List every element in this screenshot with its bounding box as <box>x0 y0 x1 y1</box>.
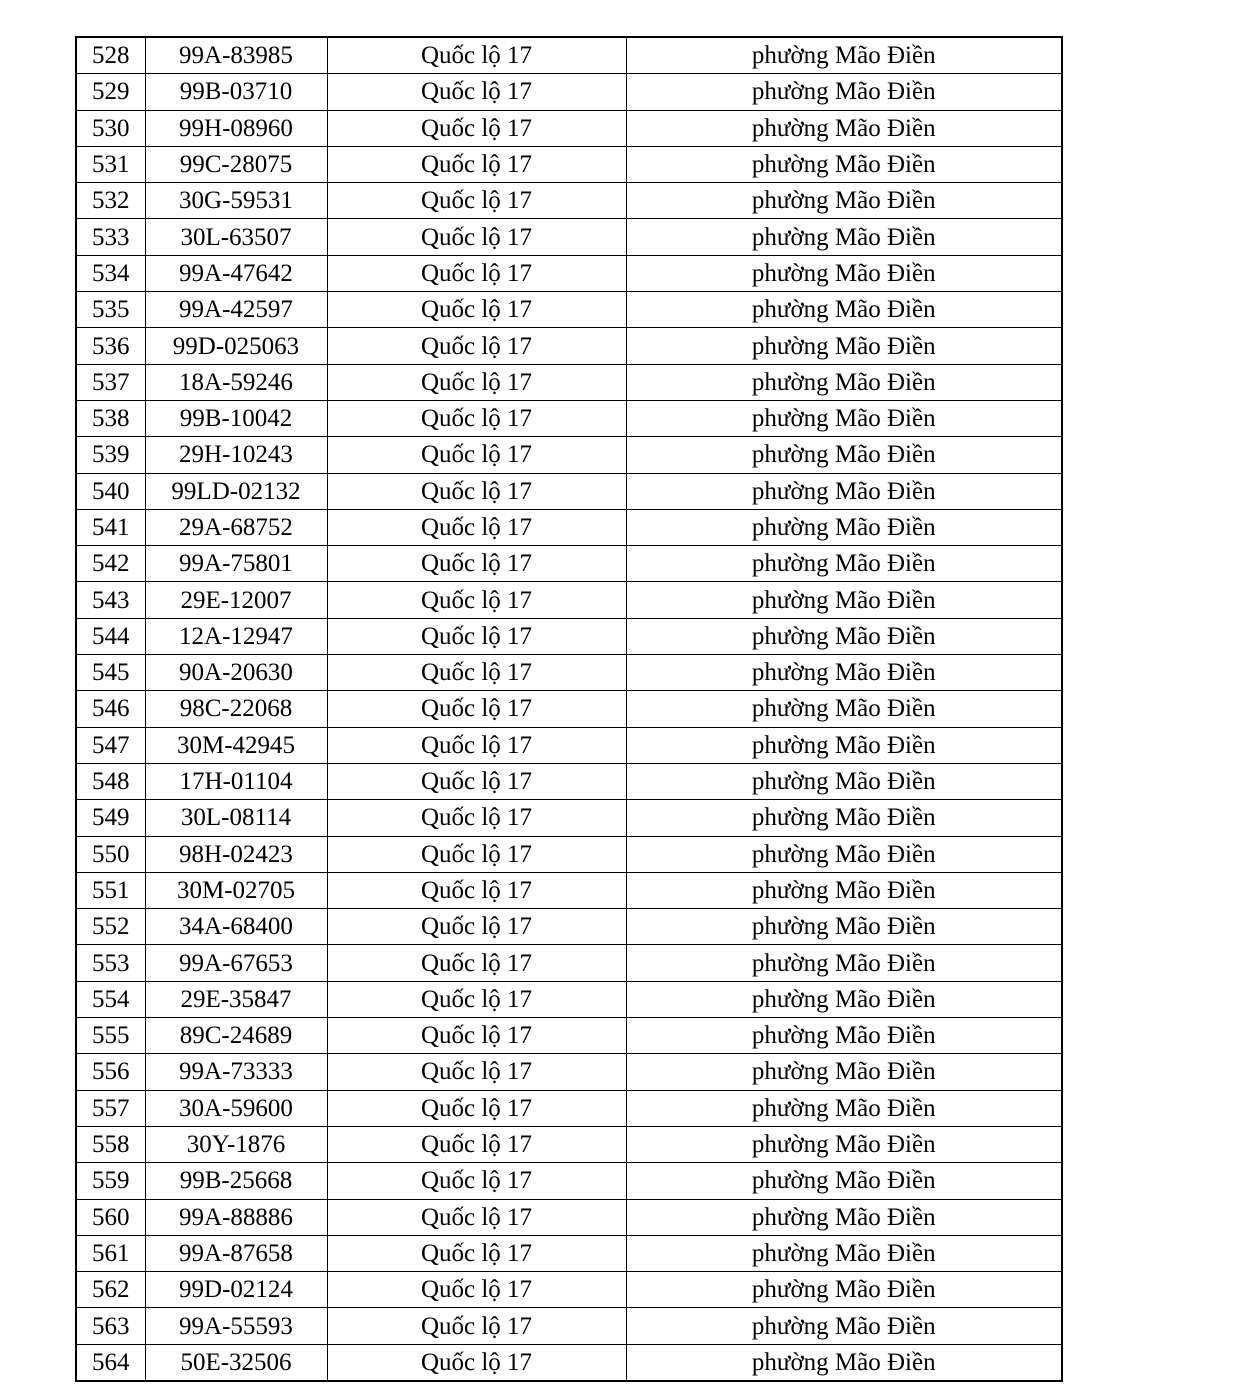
license-plate-cell: 30L-63507 <box>145 219 327 255</box>
row-number-cell: 532 <box>76 183 145 219</box>
table-row <box>76 763 1062 799</box>
road-cell: Quốc lộ 17 <box>327 255 626 291</box>
license-plate-cell: 99A-88886 <box>145 1199 327 1235</box>
ward-cell: phường Mão Điền <box>626 1054 1062 1090</box>
license-plate-cell: 99C-28075 <box>145 146 327 182</box>
road-cell: Quốc lộ 17 <box>327 546 626 582</box>
table-row <box>76 872 1062 908</box>
ward-cell: phường Mão Điền <box>626 37 1062 74</box>
road-cell: Quốc lộ 17 <box>327 437 626 473</box>
ward-cell: phường Mão Điền <box>626 183 1062 219</box>
row-number-cell: 549 <box>76 800 145 836</box>
license-plate-cell: 89C-24689 <box>145 1018 327 1054</box>
row-number-cell: 546 <box>76 691 145 727</box>
row-number-cell: 545 <box>76 655 145 691</box>
license-plate-cell: 99A-83985 <box>145 37 327 74</box>
ward-cell: phường Mão Điền <box>626 763 1062 799</box>
ward-cell: phường Mão Điền <box>626 1235 1062 1271</box>
table-row <box>76 1199 1062 1235</box>
ward-cell: phường Mão Điền <box>626 1199 1062 1235</box>
road-cell: Quốc lộ 17 <box>327 872 626 908</box>
license-plate-cell: 99D-025063 <box>145 328 327 364</box>
license-plate-cell: 30Y-1876 <box>145 1126 327 1162</box>
row-number-cell: 544 <box>76 618 145 654</box>
road-cell: Quốc lộ 17 <box>327 836 626 872</box>
table-row <box>76 1344 1062 1381</box>
license-plate-cell: 30M-42945 <box>145 727 327 763</box>
table-row <box>76 219 1062 255</box>
license-plate-cell: 99A-42597 <box>145 292 327 328</box>
ward-cell: phường Mão Điền <box>626 1090 1062 1126</box>
row-number-cell: 533 <box>76 219 145 255</box>
row-number-cell: 536 <box>76 328 145 364</box>
table-row <box>76 981 1062 1017</box>
table-row <box>76 146 1062 182</box>
road-cell: Quốc lộ 17 <box>327 655 626 691</box>
row-number-cell: 531 <box>76 146 145 182</box>
ward-cell: phường Mão Điền <box>626 655 1062 691</box>
ward-cell: phường Mão Điền <box>626 110 1062 146</box>
ward-cell: phường Mão Điền <box>626 292 1062 328</box>
table-row <box>76 509 1062 545</box>
row-number-cell: 541 <box>76 509 145 545</box>
road-cell: Quốc lộ 17 <box>327 1163 626 1199</box>
row-number-cell: 560 <box>76 1199 145 1235</box>
license-plate-cell: 30L-08114 <box>145 800 327 836</box>
table-row <box>76 909 1062 945</box>
road-cell: Quốc lộ 17 <box>327 909 626 945</box>
table-row <box>76 1308 1062 1344</box>
road-cell: Quốc lộ 17 <box>327 1018 626 1054</box>
license-plate-cell: 29H-10243 <box>145 437 327 473</box>
road-cell: Quốc lộ 17 <box>327 1308 626 1344</box>
table-row <box>76 292 1062 328</box>
ward-cell: phường Mão Điền <box>626 691 1062 727</box>
table-row <box>76 836 1062 872</box>
license-plate-cell: 30A-59600 <box>145 1090 327 1126</box>
table-row <box>76 400 1062 436</box>
table-row <box>76 727 1062 763</box>
ward-cell: phường Mão Điền <box>626 1272 1062 1308</box>
row-number-cell: 535 <box>76 292 145 328</box>
table-row <box>76 437 1062 473</box>
row-number-cell: 561 <box>76 1235 145 1271</box>
license-plate-cell: 12A-12947 <box>145 618 327 654</box>
ward-cell: phường Mão Điền <box>626 909 1062 945</box>
row-number-cell: 530 <box>76 110 145 146</box>
road-cell: Quốc lộ 17 <box>327 509 626 545</box>
road-cell: Quốc lộ 17 <box>327 582 626 618</box>
table-row <box>76 110 1062 146</box>
road-cell: Quốc lộ 17 <box>327 219 626 255</box>
license-plate-cell: 18A-59246 <box>145 364 327 400</box>
road-cell: Quốc lộ 17 <box>327 146 626 182</box>
ward-cell: phường Mão Điền <box>626 364 1062 400</box>
table-row <box>76 1235 1062 1271</box>
license-plate-cell: 50E-32506 <box>145 1344 327 1381</box>
row-number-cell: 538 <box>76 400 145 436</box>
ward-cell: phường Mão Điền <box>626 945 1062 981</box>
road-cell: Quốc lộ 17 <box>327 1344 626 1381</box>
road-cell: Quốc lộ 17 <box>327 37 626 74</box>
row-number-cell: 547 <box>76 727 145 763</box>
road-cell: Quốc lộ 17 <box>327 618 626 654</box>
row-number-cell: 529 <box>76 74 145 110</box>
road-cell: Quốc lộ 17 <box>327 74 626 110</box>
license-plate-cell: 30G-59531 <box>145 183 327 219</box>
ward-cell: phường Mão Điền <box>626 1308 1062 1344</box>
row-number-cell: 557 <box>76 1090 145 1126</box>
ward-cell: phường Mão Điền <box>626 727 1062 763</box>
table-row <box>76 1018 1062 1054</box>
ward-cell: phường Mão Điền <box>626 1344 1062 1381</box>
ward-cell: phường Mão Điền <box>626 1018 1062 1054</box>
row-number-cell: 528 <box>76 37 145 74</box>
ward-cell: phường Mão Điền <box>626 328 1062 364</box>
ward-cell: phường Mão Điền <box>626 1163 1062 1199</box>
row-number-cell: 564 <box>76 1344 145 1381</box>
row-number-cell: 556 <box>76 1054 145 1090</box>
row-number-cell: 539 <box>76 437 145 473</box>
ward-cell: phường Mão Điền <box>626 800 1062 836</box>
row-number-cell: 563 <box>76 1308 145 1344</box>
row-number-cell: 550 <box>76 836 145 872</box>
row-number-cell: 559 <box>76 1163 145 1199</box>
road-cell: Quốc lộ 17 <box>327 110 626 146</box>
ward-cell: phường Mão Điền <box>626 400 1062 436</box>
license-plate-cell: 99A-75801 <box>145 546 327 582</box>
table-row <box>76 1272 1062 1308</box>
road-cell: Quốc lộ 17 <box>327 1235 626 1271</box>
row-number-cell: 543 <box>76 582 145 618</box>
ward-cell: phường Mão Điền <box>626 255 1062 291</box>
table-row <box>76 255 1062 291</box>
license-plate-cell: 30M-02705 <box>145 872 327 908</box>
road-cell: Quốc lộ 17 <box>327 400 626 436</box>
road-cell: Quốc lộ 17 <box>327 1054 626 1090</box>
table-row <box>76 691 1062 727</box>
ward-cell: phường Mão Điền <box>626 546 1062 582</box>
road-cell: Quốc lộ 17 <box>327 800 626 836</box>
table-row <box>76 1090 1062 1126</box>
table-row <box>76 74 1062 110</box>
vehicle-list-table <box>75 36 1063 1382</box>
license-plate-cell: 34A-68400 <box>145 909 327 945</box>
table-row <box>76 1163 1062 1199</box>
license-plate-cell: 29A-68752 <box>145 509 327 545</box>
row-number-cell: 555 <box>76 1018 145 1054</box>
ward-cell: phường Mão Điền <box>626 1126 1062 1162</box>
license-plate-cell: 99B-10042 <box>145 400 327 436</box>
road-cell: Quốc lộ 17 <box>327 945 626 981</box>
road-cell: Quốc lộ 17 <box>327 1126 626 1162</box>
table-row <box>76 473 1062 509</box>
table-row <box>76 364 1062 400</box>
table-row <box>76 183 1062 219</box>
row-number-cell: 548 <box>76 763 145 799</box>
row-number-cell: 534 <box>76 255 145 291</box>
license-plate-cell: 99B-03710 <box>145 74 327 110</box>
license-plate-cell: 29E-35847 <box>145 981 327 1017</box>
license-plate-cell: 98C-22068 <box>145 691 327 727</box>
ward-cell: phường Mão Điền <box>626 582 1062 618</box>
table-body <box>76 37 1062 1381</box>
row-number-cell: 540 <box>76 473 145 509</box>
row-number-cell: 542 <box>76 546 145 582</box>
license-plate-cell: 99A-47642 <box>145 255 327 291</box>
license-plate-cell: 29E-12007 <box>145 582 327 618</box>
license-plate-cell: 99A-55593 <box>145 1308 327 1344</box>
row-number-cell: 558 <box>76 1126 145 1162</box>
license-plate-cell: 99B-25668 <box>145 1163 327 1199</box>
road-cell: Quốc lộ 17 <box>327 763 626 799</box>
ward-cell: phường Mão Điền <box>626 981 1062 1017</box>
row-number-cell: 537 <box>76 364 145 400</box>
license-plate-cell: 99A-87658 <box>145 1235 327 1271</box>
license-plate-cell: 99A-67653 <box>145 945 327 981</box>
license-plate-cell: 17H-01104 <box>145 763 327 799</box>
road-cell: Quốc lộ 17 <box>327 473 626 509</box>
table-row <box>76 800 1062 836</box>
ward-cell: phường Mão Điền <box>626 509 1062 545</box>
license-plate-cell: 99H-08960 <box>145 110 327 146</box>
ward-cell: phường Mão Điền <box>626 872 1062 908</box>
ward-cell: phường Mão Điền <box>626 219 1062 255</box>
table-row <box>76 37 1062 74</box>
road-cell: Quốc lộ 17 <box>327 691 626 727</box>
table-row <box>76 945 1062 981</box>
table-row <box>76 328 1062 364</box>
road-cell: Quốc lộ 17 <box>327 328 626 364</box>
road-cell: Quốc lộ 17 <box>327 1272 626 1308</box>
license-plate-cell: 99A-73333 <box>145 1054 327 1090</box>
road-cell: Quốc lộ 17 <box>327 1090 626 1126</box>
ward-cell: phường Mão Điền <box>626 74 1062 110</box>
ward-cell: phường Mão Điền <box>626 618 1062 654</box>
row-number-cell: 553 <box>76 945 145 981</box>
ward-cell: phường Mão Điền <box>626 473 1062 509</box>
license-plate-cell: 90A-20630 <box>145 655 327 691</box>
license-plate-cell: 99LD-02132 <box>145 473 327 509</box>
ward-cell: phường Mão Điền <box>626 437 1062 473</box>
license-plate-cell: 98H-02423 <box>145 836 327 872</box>
row-number-cell: 552 <box>76 909 145 945</box>
table-row <box>76 582 1062 618</box>
road-cell: Quốc lộ 17 <box>327 292 626 328</box>
road-cell: Quốc lộ 17 <box>327 1199 626 1235</box>
table-row <box>76 1126 1062 1162</box>
table-row <box>76 1054 1062 1090</box>
table-row <box>76 655 1062 691</box>
row-number-cell: 551 <box>76 872 145 908</box>
road-cell: Quốc lộ 17 <box>327 364 626 400</box>
license-plate-cell: 99D-02124 <box>145 1272 327 1308</box>
ward-cell: phường Mão Điền <box>626 146 1062 182</box>
row-number-cell: 562 <box>76 1272 145 1308</box>
road-cell: Quốc lộ 17 <box>327 727 626 763</box>
table-row <box>76 618 1062 654</box>
ward-cell: phường Mão Điền <box>626 836 1062 872</box>
table-row <box>76 546 1062 582</box>
road-cell: Quốc lộ 17 <box>327 981 626 1017</box>
road-cell: Quốc lộ 17 <box>327 183 626 219</box>
row-number-cell: 554 <box>76 981 145 1017</box>
